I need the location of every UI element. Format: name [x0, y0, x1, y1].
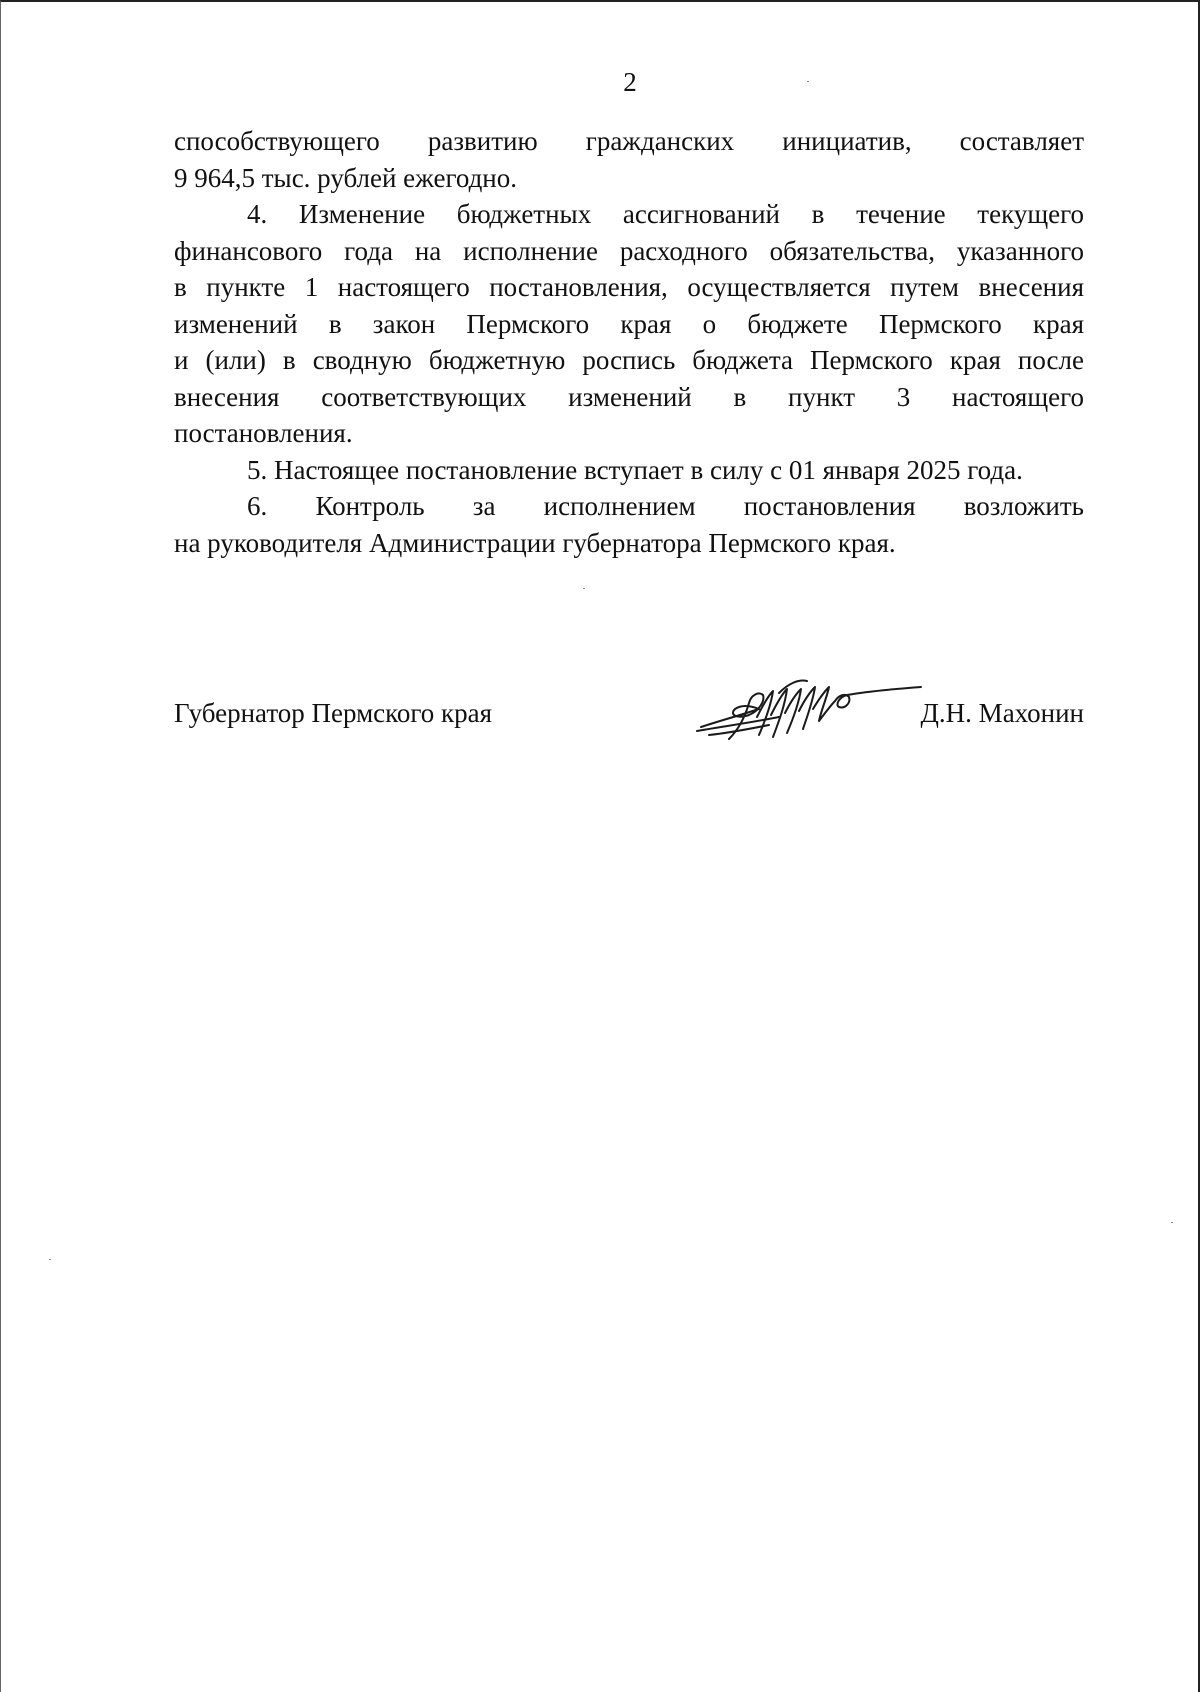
signature-block — [174, 695, 1084, 735]
paragraph-6-line-2: на руководителя Администрации губернатора Пермского края. — [174, 527, 896, 558]
signatory-title: Губернатор Пермского края — [174, 698, 493, 728]
paragraph-4-line-5: и (или) в сводную бюджетную роспись бюджета Пермского края после — [174, 345, 1084, 375]
paragraph-4-line-1: 4. Изменение бюджетных ассигнований в течение текущего — [247, 199, 1084, 229]
paragraph-3-line-1: способствующего развитию гражданских инициатив, составляет — [174, 126, 1084, 156]
paragraph-4-line-2: финансового года на исполнение расходного обязательства, указанного — [174, 235, 1084, 266]
document-body — [174, 123, 1084, 561]
signatory-name: Д.Н. Махонин — [920, 698, 1084, 728]
scan-speck — [583, 588, 585, 589]
paragraph-4-line-3: в пункте 1 настоящего постановления, осуществляется путем внесения — [174, 272, 1084, 302]
handwritten-signature — [689, 665, 929, 755]
paragraph-6-line-1: 6. Контроль за исполнением постановления возложить — [247, 491, 1084, 521]
page-number: 2 — [623, 67, 637, 97]
paragraph-4-line-6: внесения соответствующих изменений в пункт 3 настоящего — [174, 381, 1084, 412]
paragraph-4-line-4: изменений в закон Пермского края о бюджете Пермского края — [174, 308, 1084, 339]
scan-speck — [49, 1259, 51, 1260]
paragraph-4-line-7: постановления. — [174, 418, 353, 448]
scan-speck — [807, 81, 809, 82]
paragraph-5: 5. Настоящее постановление вступает в силу с 01 января 2025 года. — [247, 454, 1023, 485]
paragraph-3-line-2: 9 964,5 тыс. рублей ежегодно. — [174, 162, 518, 193]
scan-speck — [1171, 1222, 1173, 1223]
